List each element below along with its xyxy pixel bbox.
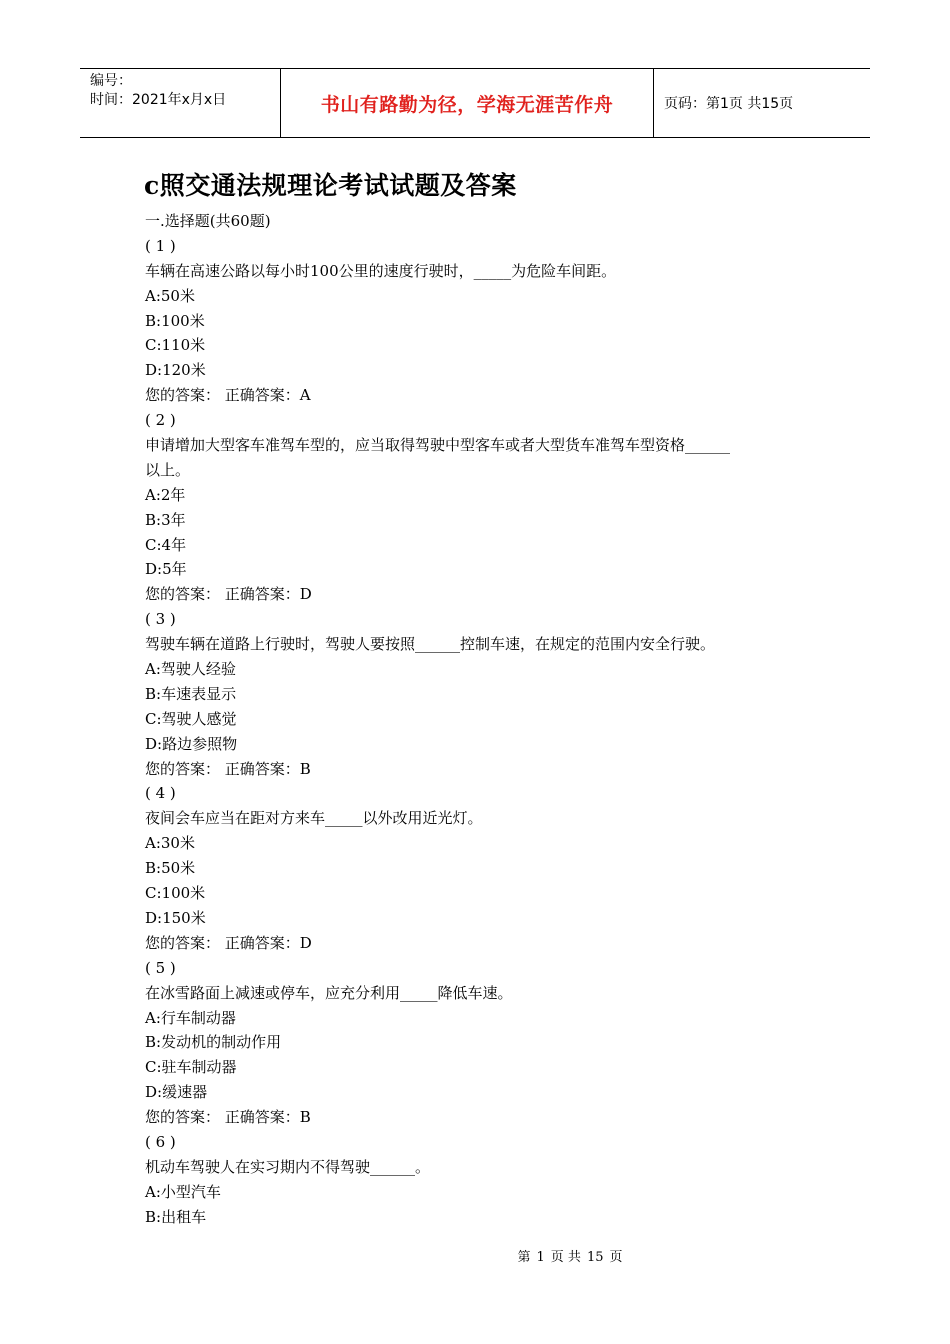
answer-line: 您的答案： 正确答案：B — [145, 759, 311, 778]
footer-page-number: 1 — [536, 1250, 545, 1265]
answer-option: B:100米 — [145, 311, 205, 330]
answer-option: D:路边参照物 — [145, 734, 238, 753]
question-text: 在冰雪路面上减速或停车，应充分利用_____降低车速。 — [145, 983, 513, 1002]
answer-line: 您的答案： 正确答案：B — [145, 1108, 311, 1127]
answer-option: B:出租车 — [145, 1207, 207, 1226]
answer-option: C:驻车制动器 — [145, 1058, 237, 1077]
time-label: 时间：2021年x月x日 — [90, 92, 227, 108]
question-text: 驾驶车辆在道路上行驶时，驾驶人要按照______控制车速，在规定的范围内安全行驶。 — [145, 635, 716, 654]
answer-option: C:驾驶人感觉 — [145, 709, 237, 728]
footer-prefix: 第 — [517, 1250, 531, 1265]
question-text: 申请增加大型客车准驾车型的，应当取得驾驶中型客车或者大型货车准驾车型资格______ — [145, 436, 731, 455]
answer-option: B:50米 — [145, 859, 196, 878]
question-number: ( 5 ) — [145, 958, 176, 977]
answer-option: D:缓速器 — [145, 1083, 208, 1102]
question-list — [145, 209, 825, 1230]
answer-option: D:150米 — [145, 908, 206, 927]
answer-option: D:120米 — [145, 361, 206, 380]
question-number: ( 1 ) — [145, 236, 176, 255]
answer-option: A:小型汽车 — [145, 1182, 221, 1201]
section-heading: 一.选择题(共60题) — [145, 212, 271, 230]
answer-option: C:110米 — [145, 336, 206, 355]
question-number: ( 3 ) — [145, 610, 176, 629]
answer-option: B:发动机的制动作用 — [145, 1033, 282, 1052]
answer-option: A:50米 — [145, 286, 195, 305]
page-footer — [0, 1246, 950, 1265]
answer-option: B:车速表显示 — [145, 684, 237, 703]
header-motto: 书山有路勤为径，学海无涯苦作舟 — [281, 69, 654, 137]
answer-option: C:100米 — [145, 884, 206, 903]
footer-mid: 页 共 — [550, 1250, 581, 1265]
answer-line: 您的答案： 正确答案：A — [145, 386, 311, 405]
answer-option: A:驾驶人经验 — [145, 660, 236, 679]
document-title: c照交通法规理论考试试题及答案 — [144, 171, 517, 200]
header-page-info: 页码：第1页 共15页 — [664, 96, 794, 112]
answer-option: D:5年 — [145, 560, 187, 579]
question-number: ( 4 ) — [145, 784, 176, 803]
question-number: ( 2 ) — [145, 411, 176, 430]
answer-option: B:3年 — [145, 510, 186, 529]
page-header — [80, 68, 870, 138]
footer-total-pages: 15 — [586, 1250, 604, 1265]
question-text: 车辆在高速公路以每小时100公里的速度行驶时，_____为危险车间距。 — [145, 261, 617, 280]
number-label: 编号： — [90, 73, 132, 89]
answer-option: C:4年 — [145, 535, 187, 554]
answer-option: A:行车制动器 — [145, 1008, 236, 1027]
header-meta — [80, 69, 281, 137]
answer-line: 您的答案： 正确答案：D — [145, 585, 312, 604]
question-text: 夜间会车应当在距对方来车_____以外改用近光灯。 — [145, 809, 483, 828]
answer-option: A:30米 — [145, 834, 195, 853]
footer-suffix: 页 — [609, 1250, 623, 1265]
answer-option: A:2年 — [145, 485, 186, 504]
question-number: ( 6 ) — [145, 1132, 176, 1151]
question-text: 机动车驾驶人在实习期内不得驾驶______。 — [145, 1157, 431, 1176]
answer-line: 您的答案： 正确答案：D — [145, 933, 312, 952]
question-text-continued: 以上。 — [145, 460, 191, 479]
